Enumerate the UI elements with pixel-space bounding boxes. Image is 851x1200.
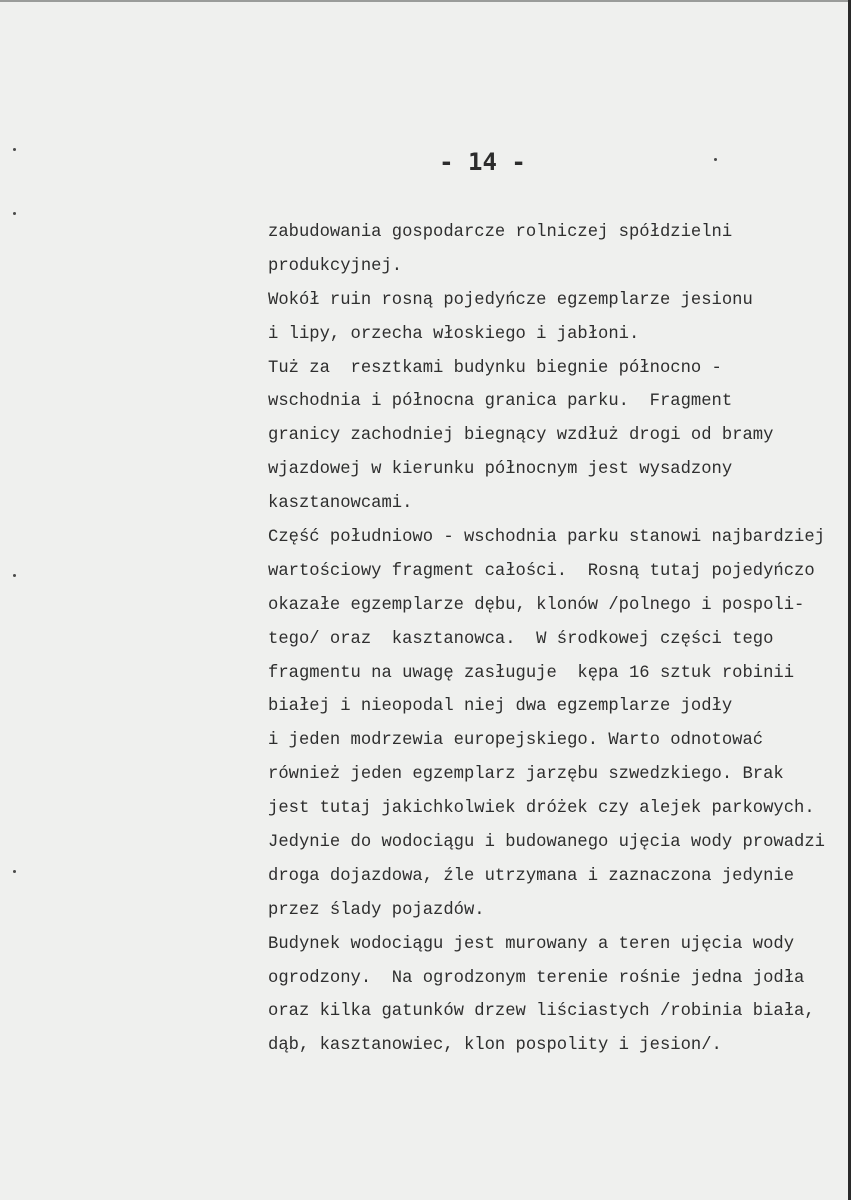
- text-line: dąb, kasztanowiec, klon pospolity i jesion/.: [268, 1036, 722, 1056]
- page-number: - 14 -: [439, 148, 526, 176]
- text-line: Budynek wodociągu jest murowany a teren ujęcia wody: [268, 934, 795, 954]
- margin-mark: [13, 574, 16, 577]
- text-line: fragmentu na uwagę zasługuje kępa 16 sztuk robinii: [268, 663, 795, 683]
- text-line: również jeden egzemplarz jarzębu szwedzkiego. Brak: [268, 765, 784, 785]
- text-line: droga dojazdowa, źle utrzymana i zaznaczona jedynie: [268, 866, 795, 886]
- text-line: wschodnia i północna granica parku. Fragment: [268, 392, 733, 412]
- text-line: Wokół ruin rosną pojedyńcze egzemplarze jesionu: [268, 290, 753, 310]
- text-line: białej i nieopodal niej dwa egzemplarze jodły: [268, 697, 733, 717]
- text-line: przez ślady pojazdów.: [268, 900, 485, 920]
- text-line: i lipy, orzecha włoskiego i jabłoni.: [268, 324, 640, 344]
- body-text: [268, 216, 843, 1063]
- text-line: Tuż za resztkami budynku biegnie północno -: [268, 358, 722, 378]
- text-line: Jedynie do wodociągu i budowanego ujęcia wody prowadzi: [268, 833, 825, 853]
- text-line: oraz kilka gatunków drzew liściastych /robinia biała,: [268, 1002, 815, 1022]
- text-line: ogrodzony. Na ogrodzonym terenie rośnie jedna jodła: [268, 968, 805, 988]
- text-line: granicy zachodniej biegnący wzdłuż drogi od bramy: [268, 426, 774, 446]
- text-line: wjazdowej w kierunku północnym jest wysadzony: [268, 460, 733, 480]
- text-line: wartościowy fragment całości. Rosną tutaj pojedyńczo: [268, 561, 815, 581]
- text-line: jest tutaj jakichkolwiek dróżek czy alejek parkowych.: [268, 799, 815, 819]
- page-top-edge: [0, 0, 851, 2]
- margin-mark: [13, 870, 16, 873]
- text-line: kasztanowcami.: [268, 494, 413, 514]
- text-line: tego/ oraz kasztanowca. W środkowej części tego: [268, 629, 774, 649]
- text-line: zabudowania gospodarcze rolniczej spółdzielni: [268, 223, 733, 242]
- text-line: produkcyjnej.: [268, 256, 403, 276]
- text-line: Część południowo - wschodnia parku stanowi najbardziej: [268, 528, 825, 548]
- margin-mark: [13, 212, 16, 215]
- text-line: okazałe egzemplarze dębu, klonów /polnego i pospoli-: [268, 595, 805, 615]
- text-line: i jeden modrzewia europejskiego. Warto odnotować: [268, 731, 764, 751]
